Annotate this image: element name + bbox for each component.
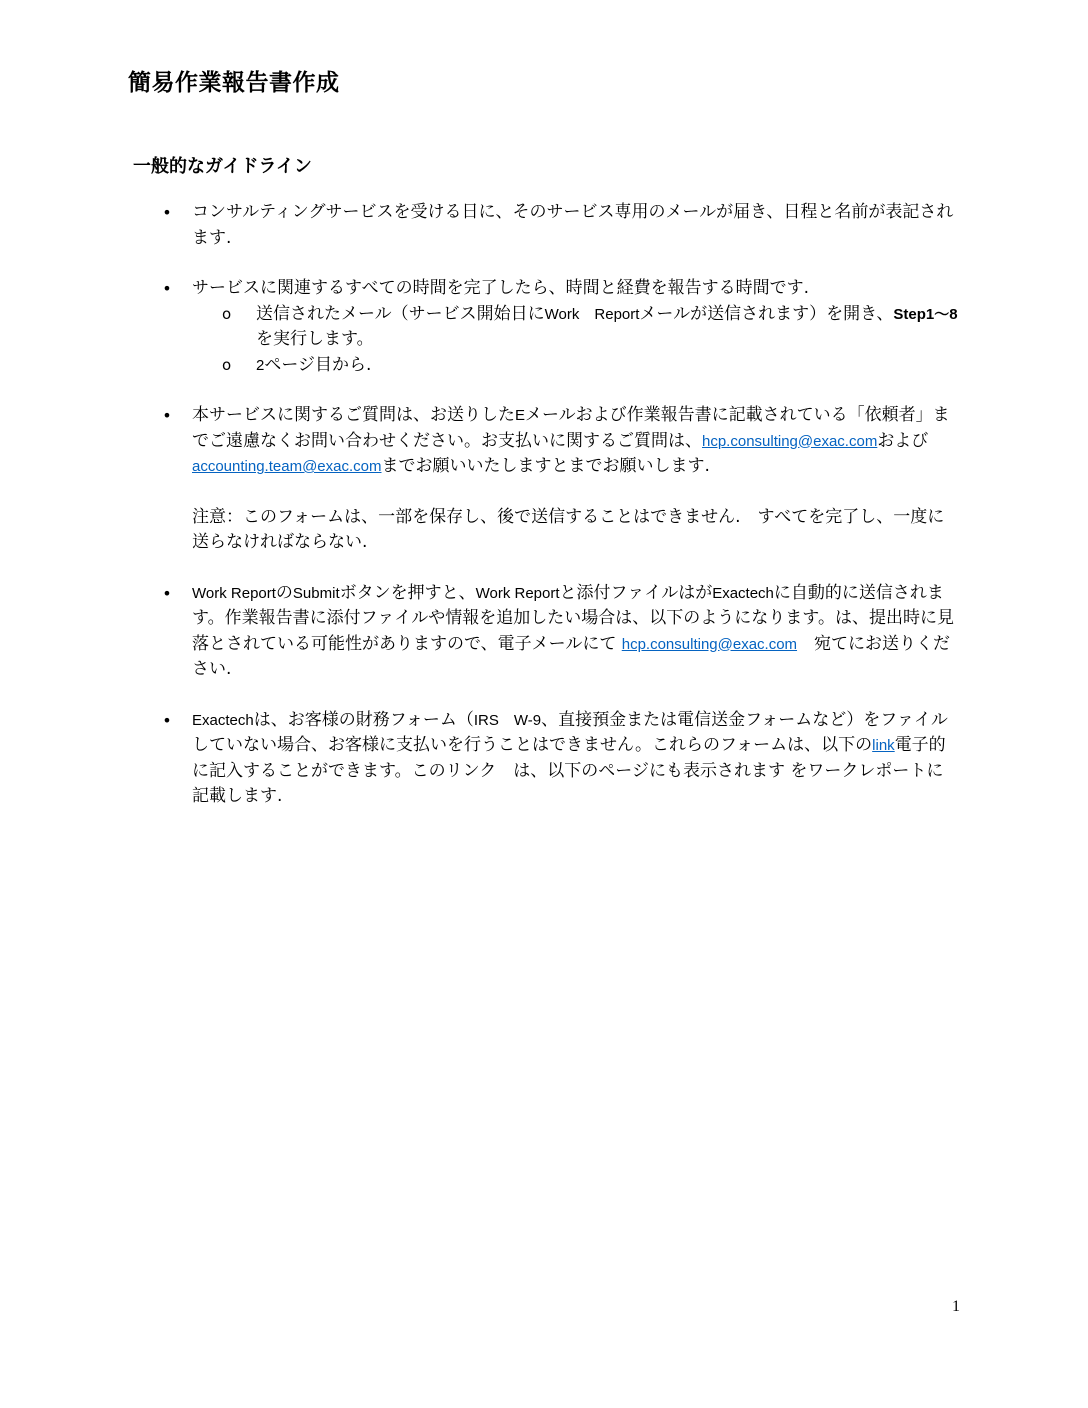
document-title: 簡易作業報告書作成	[128, 70, 340, 96]
sub-text: Work Report	[544, 305, 640, 323]
guideline-text: の	[275, 582, 293, 603]
guideline-text: Exactech	[712, 584, 774, 602]
guideline-text: IRS W-9	[473, 711, 542, 729]
sub-item-open-email	[192, 302, 960, 353]
guideline-text: 本サービスに関するご質問は、お送りした	[192, 405, 515, 425]
sub-list	[192, 302, 960, 379]
sub-text: ページ目から.	[264, 354, 372, 375]
page-number: 1	[952, 1298, 960, 1315]
guideline-text: Work Report	[192, 584, 276, 602]
guideline-text: 、直接預金または電信送金フォームなど）をファイルしていない場合、お客様に支払いを行うことはできません。これらのフォームは、以下の	[192, 709, 948, 755]
guideline-text: 電子的に記入することができます。このリンク は、以下のページにも表示されます をワークレポートに記載します.	[192, 735, 946, 806]
guideline-text: コンサルティングサービスを受ける日に、そのサービス専用のメールが届き、日程と名前が表記されます.	[192, 202, 954, 248]
form-save-note: 注意：このフォームは、一部を保存し、後で送信することはできません. すべてを完了し、一度に送らなければならない.	[192, 506, 945, 552]
financial-forms-link[interactable]: link	[872, 737, 895, 754]
guideline-text: Work Report	[475, 584, 560, 602]
sub-bullet-icon: o	[222, 355, 232, 374]
guideline-item-questions	[160, 403, 960, 556]
guideline-text: までお願いいたしますとまでお願いします.	[381, 456, 710, 476]
bullet-icon: •	[162, 406, 172, 425]
hcp-consulting-email-link[interactable]: hcp.consulting@exac.com	[702, 432, 878, 450]
guideline-text: に自動的に送信されます。作業報告書に添付ファイルや情報を追加したい場合は、以下のようになります。は、提出時に見落とされている可能性がありますので、電子メールにて	[192, 582, 954, 654]
guideline-text: メールおよび作業報告書に記載されている「依頼者」までご遠慮なくお問い合わせください。お支払いに関するご質問は、	[192, 405, 950, 451]
guideline-text: Submit	[292, 584, 340, 602]
guideline-item-submit	[160, 581, 960, 683]
guideline-text: と添付ファイルはが	[559, 582, 713, 603]
hcp-consulting-email-link[interactable]: hcp.consulting@exac.com	[621, 635, 798, 653]
sub-text: 2	[256, 356, 265, 374]
step-range: Step1〜8	[893, 305, 958, 323]
guideline-list	[160, 200, 960, 835]
sub-text: メールが送信されます）を開き、	[639, 303, 894, 324]
sub-bullet-icon: o	[222, 304, 232, 323]
guideline-text: および	[877, 430, 929, 451]
guideline-item-reporting	[160, 276, 960, 378]
guideline-item-financial-forms	[160, 708, 960, 810]
guideline-text: ボタンを押すと、	[339, 582, 476, 603]
guideline-item-service-email	[160, 200, 960, 251]
sub-text: を実行します。	[256, 329, 374, 349]
sub-item-page-two	[192, 353, 960, 379]
guideline-text: 宛てにお送りください.	[192, 633, 951, 679]
bullet-icon: •	[162, 583, 172, 603]
guideline-text: Exactech	[192, 711, 254, 729]
guideline-text: サービスに関連するすべての時間を完了したら、時間と経費を報告する時間です.	[192, 278, 810, 298]
sub-text: 送信されたメール（サービス開始日に	[256, 303, 545, 324]
bullet-icon: •	[162, 279, 172, 298]
guideline-text: は、お客様の財務フォーム（	[253, 709, 474, 730]
bullet-icon: •	[162, 203, 172, 222]
section-heading: 一般的なガイドライン	[133, 156, 312, 177]
accounting-team-email-link[interactable]: accounting.team@exac.com	[192, 458, 382, 475]
bullet-icon: •	[162, 710, 172, 730]
guideline-text: E	[515, 407, 526, 424]
